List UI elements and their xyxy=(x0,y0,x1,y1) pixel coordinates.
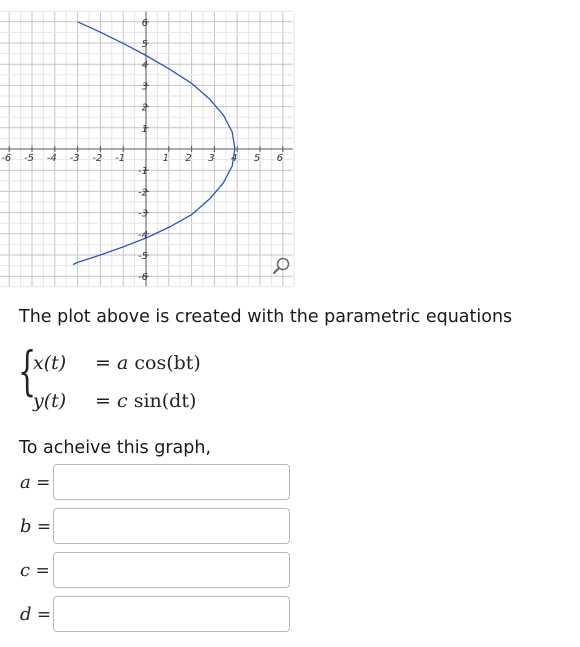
answer-row-a: a = xyxy=(20,462,52,502)
y-tick-label: -3 xyxy=(138,208,148,220)
answer-input-d[interactable] xyxy=(53,596,290,632)
parametric-graph xyxy=(1,5,300,284)
y-tick-label: 3 xyxy=(141,81,148,93)
x-tick-label: -3 xyxy=(69,153,80,164)
x-tick-label: 2 xyxy=(185,153,192,164)
x-tick-label: 1 xyxy=(162,153,169,164)
x-tick-label: 3 xyxy=(208,153,215,164)
x-tick-label: 4 xyxy=(231,153,238,164)
y-tick-label: 4 xyxy=(141,60,148,72)
y-tick-labels xyxy=(138,18,148,283)
system-brace: { xyxy=(18,342,37,402)
x-tick-label: -4 xyxy=(46,153,57,164)
y-tick-label: 1 xyxy=(141,123,148,135)
y-tick-label: -6 xyxy=(138,272,148,284)
y-tick-label: -5 xyxy=(138,251,148,262)
instruction-text: To acheive this graph, xyxy=(19,438,212,458)
answer-row-b: b = xyxy=(20,506,52,546)
y-tick-label: 2 xyxy=(141,102,148,114)
x-tick-label: 6 xyxy=(276,153,283,164)
y-tick-label: 5 xyxy=(141,39,148,50)
y-tick-label: -1 xyxy=(138,166,148,178)
x-tick-label: 5 xyxy=(253,153,261,164)
parametric-curve xyxy=(73,22,238,265)
answer-input-b[interactable] xyxy=(53,508,290,544)
equation-y: y(t) = c sin(dt) xyxy=(33,390,197,412)
magnifier-icon[interactable] xyxy=(271,256,293,278)
x-tick-label: -1 xyxy=(115,153,126,164)
answer-row-d: d = xyxy=(20,594,52,634)
curve-path xyxy=(73,22,238,265)
y-tick-label: 6 xyxy=(141,17,148,29)
answer-input-a[interactable] xyxy=(53,464,290,500)
x-tick-label: -2 xyxy=(92,153,103,164)
y-tick-label: -4 xyxy=(138,229,148,241)
answer-row-c: c = xyxy=(20,550,52,590)
problem-prompt: The plot above is created with the parametric equations xyxy=(19,307,513,327)
x-tick-label: -6 xyxy=(1,153,12,164)
answer-input-c[interactable] xyxy=(53,552,290,588)
y-tick-label: -2 xyxy=(138,187,148,199)
equation-x: x(t) = a cos(bt) xyxy=(33,352,201,374)
x-tick-label: -5 xyxy=(24,153,34,164)
